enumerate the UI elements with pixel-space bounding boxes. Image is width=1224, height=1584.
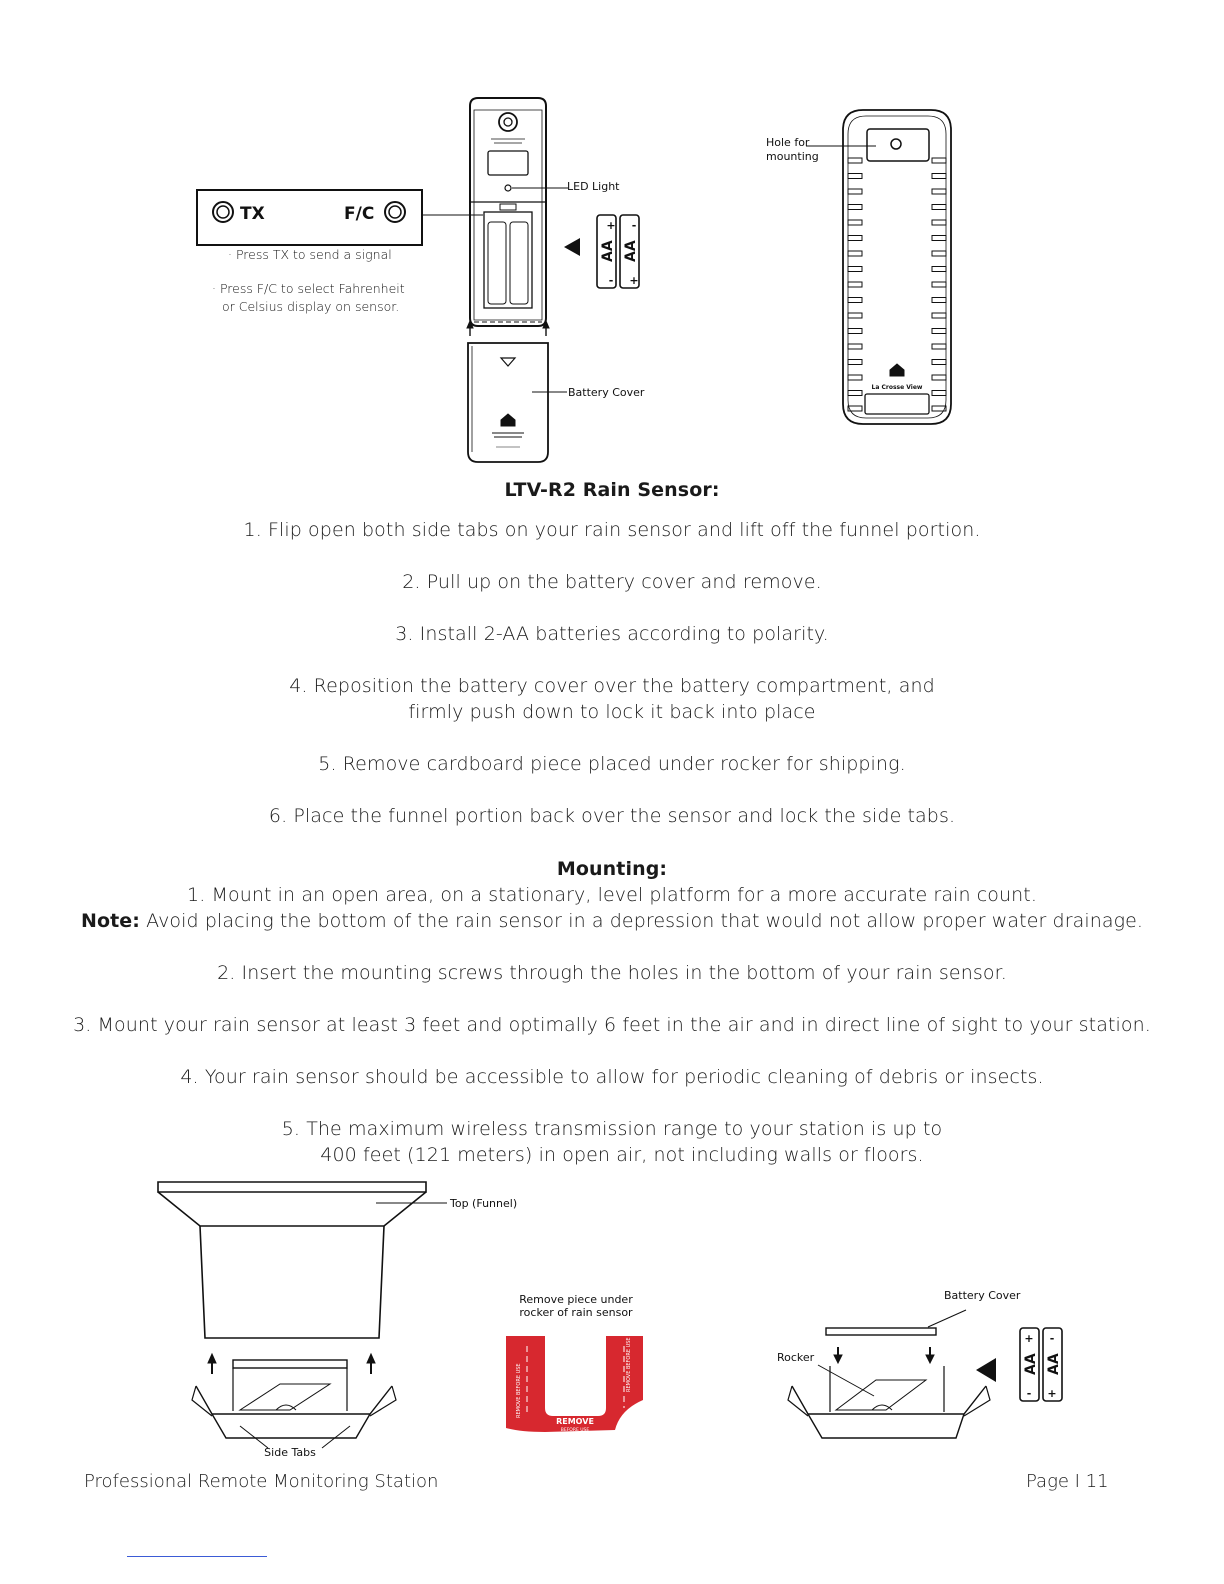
rib-mark xyxy=(848,360,862,365)
mounting-step-5a: 5. The maximum wireless transmission range to your station is up to xyxy=(281,1118,943,1140)
tx-button-icon xyxy=(213,202,233,222)
tx-label: TX xyxy=(240,204,265,224)
battery-cover xyxy=(468,343,548,462)
svg-text:AA: AA xyxy=(1023,1353,1039,1375)
rib-mark xyxy=(848,220,862,225)
battery-cover-label-bottom: Battery Cover xyxy=(944,1289,1021,1302)
rain-step-6: 6. Place the funnel portion back over the sensor and lock the side tabs. xyxy=(268,805,956,827)
rain-step-4b: firmly push down to lock it back into place xyxy=(408,701,816,723)
rib-mark xyxy=(932,205,946,210)
rain-step-4a: 4. Reposition the battery cover over the battery compartment, and xyxy=(289,675,935,697)
mounting-step-4: 4. Your rain sensor should be accessible to allow for periodic cleaning of debris or insects. xyxy=(180,1066,1044,1088)
tx-note: · Press TX to send a signal xyxy=(228,247,392,262)
svg-text:AA: AA xyxy=(623,240,639,262)
hole-label-line2: mounting xyxy=(766,150,819,163)
remove-side-text-right: REMOVE BEFORE USE xyxy=(626,1337,632,1392)
rib-mark xyxy=(848,391,862,396)
remove-tag: REMOVE xyxy=(556,1417,594,1426)
rain-base-open xyxy=(788,1328,990,1438)
footer-title: Professional Remote Monitoring Station xyxy=(84,1471,439,1492)
mounting-step-5b: 400 feet (121 meters) in open air, not including walls or floors. xyxy=(320,1144,924,1166)
rib-mark xyxy=(932,282,946,287)
svg-text:-: - xyxy=(1026,1387,1032,1400)
insert-arrow-icon xyxy=(976,1358,996,1382)
led-light-label: LED Light xyxy=(567,180,620,193)
remove-tag-sub: BEFORE USE xyxy=(560,1428,590,1433)
rib-mark xyxy=(932,329,946,334)
fc-label: F/C xyxy=(344,204,375,224)
rib-mark xyxy=(848,189,862,194)
house-logo-icon xyxy=(501,414,515,426)
mounting-step-1: 1. Mount in an open area, on a stationary, level platform for a more accurate rain count. xyxy=(187,884,1037,906)
svg-text:+: + xyxy=(1024,1332,1034,1345)
funnel xyxy=(158,1182,426,1338)
hole-label-line1: Hole for xyxy=(766,136,810,149)
button-panel xyxy=(197,190,483,245)
mounting-step-3: 3. Mount your rain sensor at least 3 feet and optimally 6 feet in the air and in direct line of sight to your station. xyxy=(73,1014,1151,1036)
mounting-note xyxy=(0,908,1224,934)
rocker-label: Rocker xyxy=(777,1351,815,1364)
svg-text:+: + xyxy=(1047,1387,1057,1400)
note-text: Avoid placing the bottom of the rain sensor in a depression that would not allow proper water drainage. xyxy=(139,910,1144,932)
rib-mark xyxy=(848,267,862,272)
rain-step-1: 1. Flip open both side tabs on your rain sensor and lift off the funnel portion. xyxy=(243,519,981,541)
rain-step-5: 5. Remove cardboard piece placed under rocker for shipping. xyxy=(318,753,906,775)
rib-mark xyxy=(932,375,946,380)
battery-cover-label: Battery Cover xyxy=(568,386,645,399)
rib-mark xyxy=(848,174,862,179)
rib-mark xyxy=(932,344,946,349)
thermo-sensor-body xyxy=(470,98,546,326)
rib-mark xyxy=(848,282,862,287)
rib-mark xyxy=(848,236,862,241)
fc-note-line2: or Celsius display on sensor. xyxy=(222,299,400,314)
svg-text:-: - xyxy=(608,274,614,287)
rib-mark xyxy=(848,298,862,303)
rib-mark xyxy=(932,313,946,318)
rain-sensor-heading: LTV-R2 Rain Sensor: xyxy=(504,479,720,501)
svg-text:-: - xyxy=(1049,1332,1055,1345)
side-tabs-label: Side Tabs xyxy=(264,1446,316,1459)
cardboard-piece xyxy=(506,1336,643,1433)
aa-batteries-icon xyxy=(597,215,639,288)
fc-note-line1: · Press F/C to select Fahrenheit xyxy=(212,281,405,296)
fc-button-icon xyxy=(385,202,405,222)
rib-mark xyxy=(932,236,946,241)
rain-step-3: 3. Install 2-AA batteries according to polarity. xyxy=(395,623,829,645)
rain-base xyxy=(192,1360,396,1438)
remove-side-text-left: REMOVE BEFORE USE xyxy=(516,1363,522,1418)
rib-mark xyxy=(932,220,946,225)
rib-mark xyxy=(848,375,862,380)
rib-mark xyxy=(848,251,862,256)
brand-mark: La Crosse View xyxy=(871,384,923,391)
remove-label-line2: rocker of rain sensor xyxy=(519,1306,633,1319)
rib-mark xyxy=(932,298,946,303)
rib-mark xyxy=(932,267,946,272)
funnel-label: Top (Funnel) xyxy=(450,1197,518,1210)
svg-text:-: - xyxy=(631,219,637,232)
remove-label-line1: Remove piece under xyxy=(519,1293,633,1306)
rib-mark xyxy=(932,360,946,365)
rib-mark xyxy=(932,251,946,256)
rain-step-2: 2. Pull up on the battery cover and remove. xyxy=(402,571,822,593)
house-logo-icon xyxy=(890,364,904,376)
rain-sensor-diagram xyxy=(0,1170,1224,1470)
rib-mark xyxy=(848,205,862,210)
rib-mark xyxy=(848,329,862,334)
rib-mark xyxy=(932,391,946,396)
rib-mark xyxy=(932,174,946,179)
mounting-step-2: 2. Insert the mounting screws through the holes in the bottom of your rain sensor. xyxy=(217,962,1007,984)
svg-text:+: + xyxy=(629,274,639,287)
sensor-diagram-top xyxy=(0,0,1224,470)
svg-text:AA: AA xyxy=(600,240,616,262)
rib-mark xyxy=(848,158,862,163)
svg-text:AA: AA xyxy=(1046,1353,1062,1375)
rib-mark xyxy=(932,189,946,194)
mounting-heading: Mounting: xyxy=(556,858,668,880)
aa-batteries-icon xyxy=(1020,1328,1062,1401)
up-arrow-icon xyxy=(467,321,549,336)
footer-link-underline xyxy=(127,1556,267,1557)
rib-mark xyxy=(932,158,946,163)
note-label: Note: xyxy=(80,910,140,932)
rib-mark xyxy=(848,313,862,318)
insert-arrow-icon xyxy=(564,238,580,256)
footer-page-number: Page I 11 xyxy=(1026,1471,1109,1492)
svg-text:+: + xyxy=(606,219,616,232)
rib-mark xyxy=(848,344,862,349)
mounting-hole-icon xyxy=(891,139,901,149)
